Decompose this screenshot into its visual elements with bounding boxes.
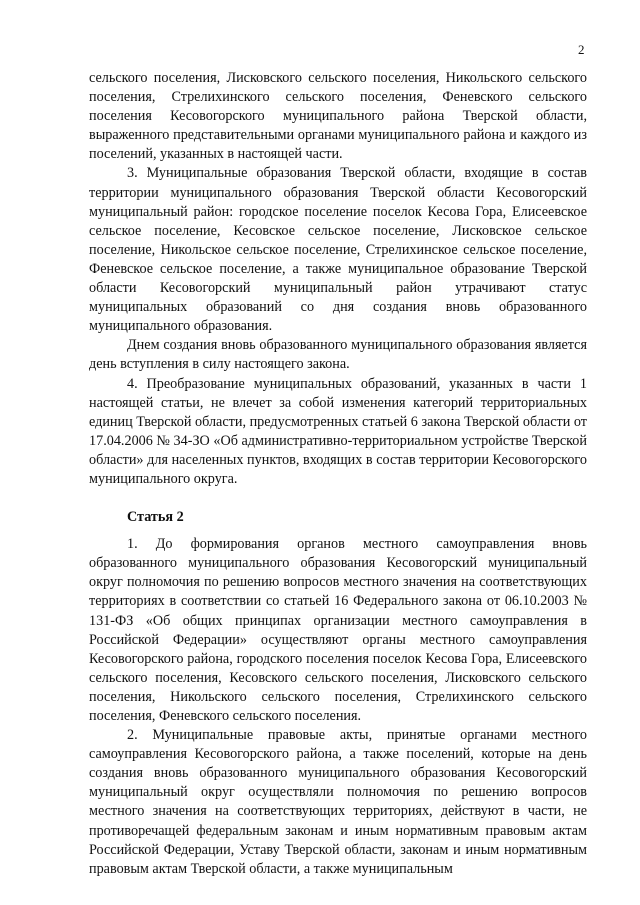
paragraph-article-2-part-2: 2. Муниципальные правовые акты, принятые органами местного самоуправления Кесовогорского района, а также поселений, которые на день создания вновь образованного муниципального образования Кесовогорский муниципальный округ осуществляли полномочия по решению вопросов местного значения на соответствующих территориях, действуют в части, не противоречащей федеральным законам и иным нормативным правовым актам Российской Федерации, Уставу Тверской области, законам и иным нормативным правовым актам Тверской области, а также муниципальным	[89, 727, 587, 877]
paragraph-part-4: 4. Преобразование муниципальных образований, указанных в части 1 настоящей статьи, не влечет за собой изменения категорий территориальных единиц Тверской области, предусмотренных статьей 6 закона Тверской области от 17.04.2006 № 34-ЗО «Об административно-территориальном устройстве Тверской области» для населенных пунктов, входящих в состав территории Кесовогорского муниципального округа.	[89, 375, 587, 487]
heading-spacer	[89, 527, 587, 535]
paragraph-continuation: сельского поселения, Лисковского сельского поселения, Никольского сельского поселения, Стрелихинского сельского поселения, Феневского сельского поселения Кесовогорского муниципального района Тверской области, выраженного представительными органами муниципального района и каждого из поселений, указанных в настоящей части.	[89, 70, 587, 163]
page-number: 2	[578, 42, 585, 57]
article-heading: Статья 2	[127, 509, 184, 526]
paragraph-article-2-part-1: 1. До формирования органов местного самоуправления вновь образованного муниципального образования Кесовогорский муниципальный округ полномочия по решению вопросов местного значения на соответствующих территориях в соответствии со статьей 16 Федерального закона от 06.10.2003 № 131-ФЗ «Об общих принципах организации местного самоуправления в Российской Федерации» осуществляют органы местного самоуправления Кесовогорского района, городского поселения поселок Кесова Гора, Елисеевского сельского поселения, Кесовского сельского поселения, Лисковского сельского поселения, Никольского сельского поселения, Стрелихинского сельского поселения, Феневского сельского поселения.	[89, 536, 587, 724]
document-body	[89, 69, 587, 879]
paragraph-creation-day: Днем создания вновь образованного муниципального образования является день вступления в силу настоящего закона.	[89, 337, 587, 373]
section-spacer	[89, 489, 587, 508]
paragraph-part-3: 3. Муниципальные образования Тверской области, входящие в состав территории муниципального образования Тверской области Кесовогорский муниципальный район: городское поселение поселок Кесова Гора, Елисеевское сельское поселение, Кесовское сельское поселение, Лисковское сельское поселение, Никольское сельское поселение, Стрелихинское сельское поселение, Феневское сельское поселение, а также муниципальное образование Тверской области Кесовогорский муниципальный район утрачивают статус муниципальных образований со дня создания вновь образованного муниципального образования.	[89, 165, 587, 335]
